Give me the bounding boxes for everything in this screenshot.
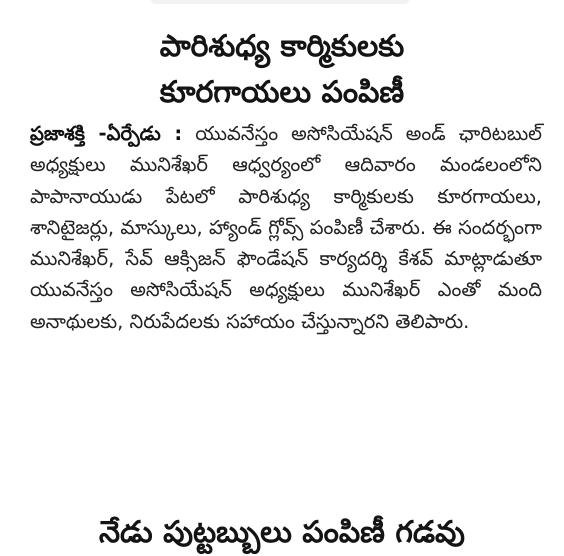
body-text: యువనేస్తం అసోసియేషన్ అండ్ ఛారిటబుల్ అధ్యక్షులు మునిశేఖర్ ఆధ్వర్యంలో ఆదివారం మండలంలోని పాపానాయుడు పేటలో పారిశుధ్య కార్మికులకు కూరగాయలు, శానిటైజర్లు, మాస్కులు, హ్యాండ్ గ్లోవ్స్ పంపిణీ చేశారు. ఈ సందర్భంగా మునిశేఖర్, సేవ్ ఆక్సిజన్ ఫౌండేషన్ కార్యదర్శి కేశవ్ మాట్లాడుతూ యువనేస్తం అసోసియేషన్ అధ్యక్షులు మునిశేఖర్ ఎంతో మంది అనాథులకు, నిరుపేదలకు సహాయం చేస్తున్నారని తెలిపారు. (30, 122, 543, 333)
headline-line-2: కూరగాయలు పంపిణీ (159, 75, 405, 110)
previous-article-edge (150, 0, 410, 4)
headline-line-1: పారిశుధ్య కార్మికులకు (159, 29, 405, 64)
article-body (30, 118, 542, 337)
article-headline (0, 24, 564, 116)
next-article-headline: నేడు పుట్టబ్బులు పంపిణీ గడవు (98, 515, 465, 550)
dateline: ప్రజాశక్తి -ఏర్పేడు : (30, 122, 183, 145)
